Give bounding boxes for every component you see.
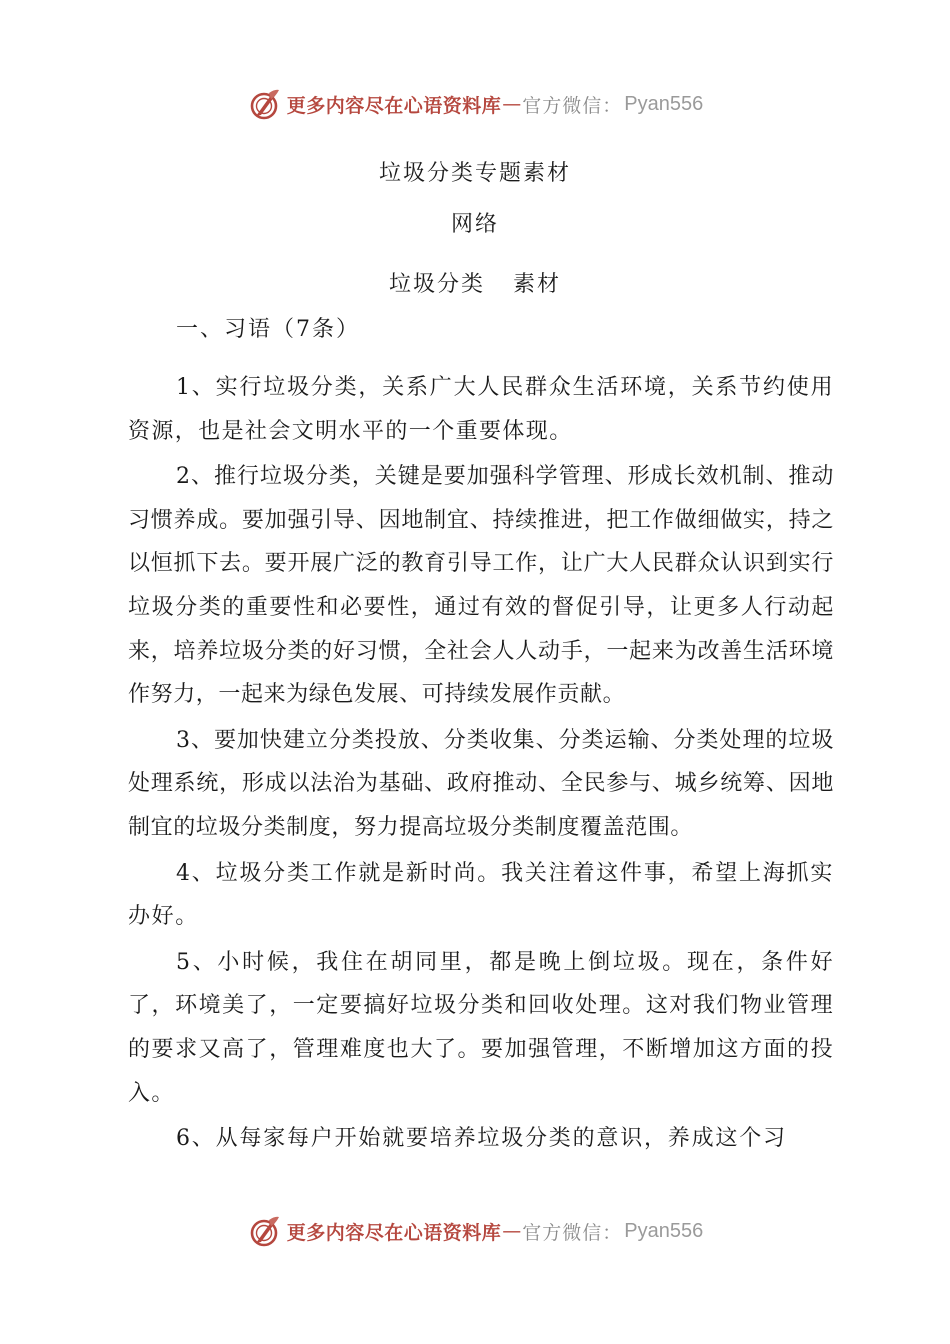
banner-site-name: 更多内容尽在心语资料库 bbox=[286, 1221, 502, 1244]
paragraph-6: 6、从每家每户开始就要培养垃圾分类的意识，养成这个习 bbox=[176, 1126, 787, 1152]
banner-site-name: 更多内容尽在心语资料库 bbox=[286, 94, 502, 117]
quill-pen-seal-icon bbox=[247, 87, 281, 121]
banner-dash: — bbox=[502, 1220, 522, 1242]
banner-wechat-label: 官方微信： bbox=[522, 1221, 623, 1244]
banner-dash: — bbox=[502, 93, 522, 115]
subtitle-left: 垃圾分类 bbox=[388, 272, 485, 297]
header-watermark-banner bbox=[0, 84, 950, 124]
banner-wechat-id: Pyan556 bbox=[624, 92, 704, 115]
document-source: 网络 bbox=[450, 212, 499, 237]
footer-watermark-banner bbox=[0, 1211, 950, 1251]
subtitle-right: 素材 bbox=[513, 272, 562, 297]
paragraph-4: 4、垃圾分类工作就是新时尚。我关注着这件事，希望上海抓实办好。 bbox=[128, 860, 834, 930]
quill-pen-seal-icon bbox=[247, 1214, 281, 1248]
document-subtitle bbox=[0, 267, 950, 298]
section-heading: 一、习语（7条） bbox=[176, 317, 360, 342]
paragraph-5: 5、小时候，我住在胡同里，都是晚上倒垃圾。现在，条件好了，环境美了，一定要搞好垃圾分类和回收处理。这对我们物业管理的要求又高了，管理难度也大了。要加强管理，不断增加这方面的投入。 bbox=[128, 949, 834, 1106]
banner-wechat-id: Pyan556 bbox=[624, 1219, 704, 1242]
document-body bbox=[128, 366, 834, 1161]
paragraph-1: 1、实行垃圾分类，关系广大人民群众生活环境，关系节约使用资源，也是社会文明水平的一个重要体现。 bbox=[128, 375, 834, 444]
paragraph-2: 2、推行垃圾分类，关键是要加强科学管理、形成长效机制、推动习惯养成。要加强引导、因地制宜、持续推进，把工作做细做实，持之以恒抓下去。要开展广泛的教育引导工作，让广大人民群众认识到实行垃圾分类的重要性和必要性，通过有效的督促引导，让更多人行动起来，培养垃圾分类的好习惯，全社会人人动手，一起来为改善生活环境作努力，一起来为绿色发展、可持续发展作贡献。 bbox=[128, 464, 834, 708]
document-title: 垃圾分类专题素材 bbox=[378, 161, 571, 186]
banner-wechat-label: 官方微信： bbox=[522, 94, 623, 117]
paragraph-3: 3、要加快建立分类投放、分类收集、分类运输、分类处理的垃圾处理系统，形成以法治为基础、政府推动、全民参与、城乡统筹、因地制宜的垃圾分类制度，努力提高垃圾分类制度覆盖范围。 bbox=[128, 727, 834, 840]
